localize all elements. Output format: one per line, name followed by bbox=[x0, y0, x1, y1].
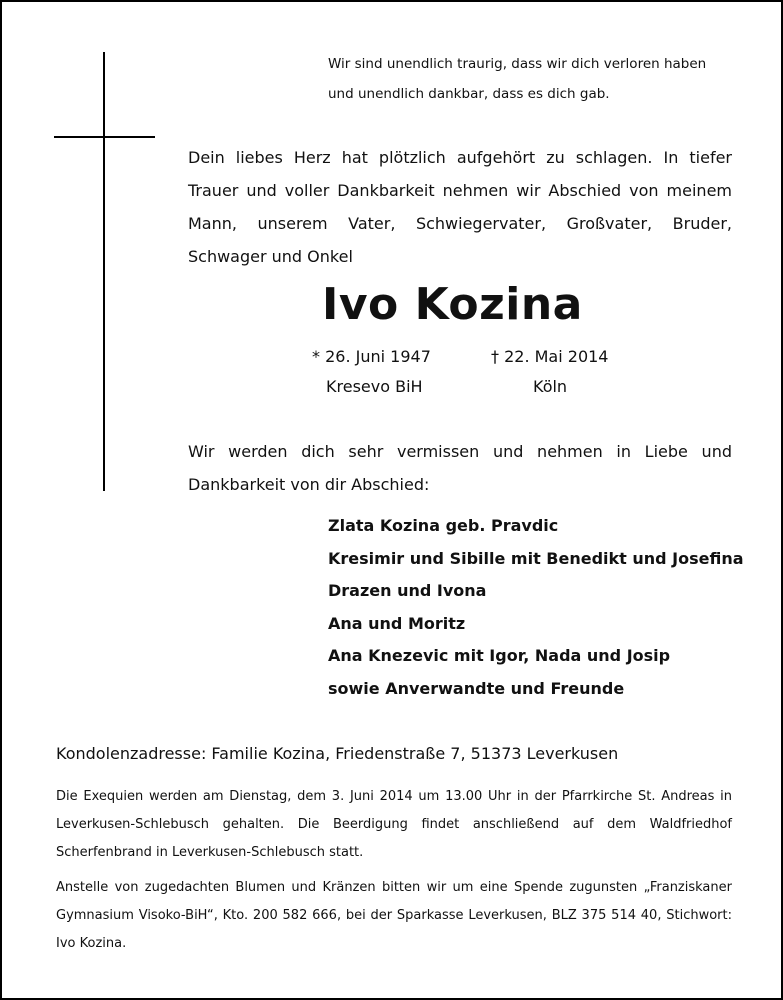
cross-icon-vertical bbox=[103, 52, 105, 491]
cross-icon-horizontal bbox=[54, 136, 155, 138]
mourner-item: Drazen und Ivona bbox=[328, 581, 487, 600]
funeral-notice: Die Exequien werden am Dienstag, dem 3. Juni 2014 um 13.00 Uhr in der Pfarrkirche St. Andreas in Leverkusen-Schlebusch gehalten. Die Beerdigung findet anschließend auf dem Waldfriedhof Scherfenbrand in Leverkusen-Schlebusch statt. bbox=[56, 789, 732, 860]
mourner-item: sowie Anverwandte und Freunde bbox=[328, 678, 625, 698]
motto-line-2: und unendlich dankbar, dass es dich gab. bbox=[328, 86, 610, 102]
death-place: Köln bbox=[533, 377, 568, 396]
mourner-item: Kresimir und Sibille mit Benedikt und Josefina bbox=[328, 548, 744, 568]
birth-info bbox=[312, 342, 502, 402]
deceased-name: Ivo Kozina bbox=[322, 279, 583, 330]
condolence-address: Kondolenzadresse: Familie Kozina, Friedenstraße 7, 51373 Leverkusen bbox=[56, 744, 619, 763]
intro-text: Dein liebes Herz hat plötzlich aufgehört zu schlagen. In tiefer Trauer und voller Dankbarkeit nehmen wir Abschied von meinem Mann, unserem Vater, Schwiegervater, Großvater, Bruder, Schwager und Onkel bbox=[188, 148, 732, 266]
mourner-item: Ana und Moritz bbox=[328, 613, 466, 633]
mourner-item: Zlata Kozina geb. Pravdic bbox=[328, 516, 559, 535]
motto-line-1: Wir sind unendlich traurig, dass wir dich verloren haben bbox=[328, 56, 707, 72]
mourners-list bbox=[328, 510, 748, 705]
birth-date: * 26. Juni 1947 bbox=[312, 347, 431, 366]
farewell-text: Wir werden dich sehr vermissen und nehmen in Liebe und Dankbarkeit von dir Abschied: bbox=[188, 442, 732, 494]
motto bbox=[328, 49, 748, 109]
birth-place: Kresevo BiH bbox=[326, 377, 423, 396]
mourner-item: Ana Knezevic mit Igor, Nada und Josip bbox=[328, 646, 671, 665]
death-info bbox=[491, 342, 691, 402]
death-date: † 22. Mai 2014 bbox=[491, 347, 609, 366]
donation-notice: Anstelle von zugedachten Blumen und Kränzen bitten wir um eine Spende zugunsten „Franziskaner Gymnasium Visoko-BiH“, Kto. 200 582 666, bei der Sparkasse Leverkusen, BLZ 375 514 40, Stichwort: Ivo Kozina. bbox=[56, 880, 732, 951]
